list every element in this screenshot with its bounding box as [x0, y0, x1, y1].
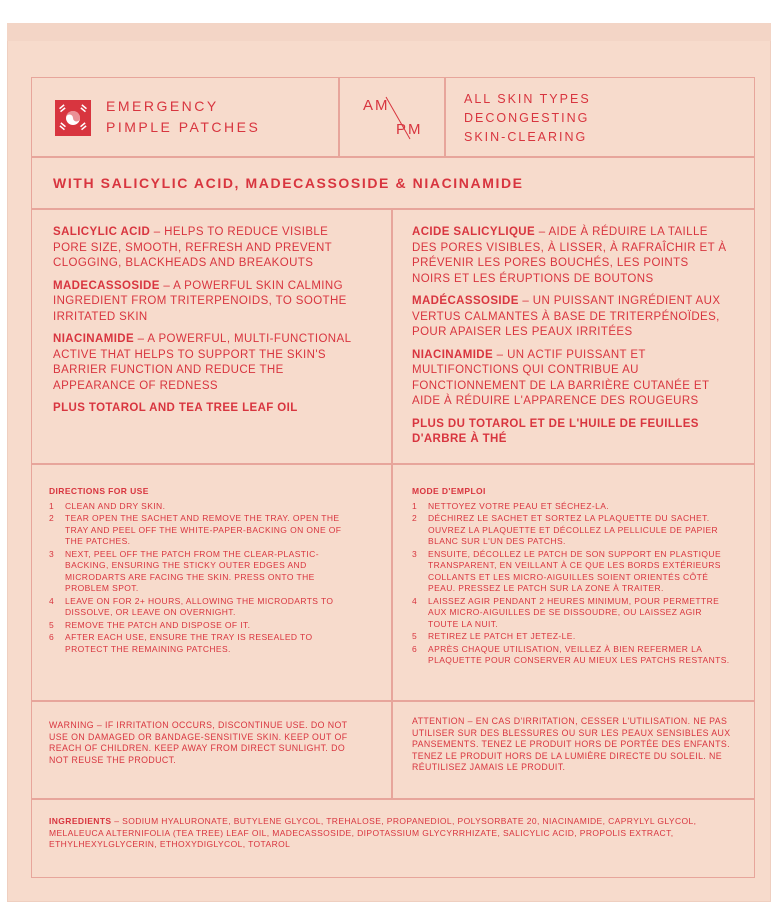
am-pm-slash [384, 95, 414, 143]
direction-step: 2 TEAR OPEN THE SACHET AND REMOVE THE TRAY. OPEN THE TRAY AND PEEL OFF THE WHITE-PAPER-BACKING ON ONE OF THE PATCHES. [49, 513, 342, 546]
divider-center-vertical [391, 208, 393, 798]
warning-en: WARNING – IF IRRITATION OCCURS, DISCONTINUE USE. DO NOT USE ON DAMAGED OR BANDAGE-SENSITIVE SKIN. KEEP OUT OF REACH OF CHILDREN. KEEP AWAY FROM DIRECT SUNLIGHT. DO NOT REUSE THE PRODUCT. [49, 720, 348, 765]
directions-fr [412, 486, 734, 667]
attribute-item: ALL SKIN TYPES [464, 92, 591, 106]
time-am: AM [363, 97, 390, 114]
direction-step: 5 REMOVE THE PATCH AND DISPOSE OF IT. [49, 619, 251, 630]
divider-header-bottom [31, 156, 755, 158]
ingredient-name: NIACINAMIDE [53, 333, 135, 345]
plus-ingredients-en: PLUS TOTAROL AND TEA TREE LEAF OIL [53, 402, 298, 414]
ingredients-label: INGREDIENTS [49, 816, 112, 826]
direction-step: 1 NETTOYEZ VOTRE PEAU ET SÉCHEZ-LA. [412, 500, 610, 511]
product-name [106, 96, 260, 138]
ingredients-list [49, 816, 739, 851]
ingredient-name: SALICYLIC ACID [53, 226, 151, 238]
direction-step: 2 DÉCHIREZ LE SACHET ET SORTEZ LA PLAQUETTE DU SACHET. OUVREZ LA PLAQUETTE ET DÉCOLLEZ LA PELLICULE DE PAPIER BLANC SUR L'UN DES PATCHS. [412, 513, 719, 546]
ingredient-name: MADÉCASSOSIDE [412, 295, 519, 307]
skin-attributes [464, 90, 591, 147]
directions-en [49, 486, 349, 655]
direction-step: 5 RETIREZ LE PATCH ET JETEZ-LE. [412, 631, 576, 641]
directions-title: DIRECTIONS FOR USE [49, 486, 149, 496]
benefits-fr [412, 225, 730, 448]
benefits-en [53, 225, 353, 417]
time-pm: PM [396, 121, 423, 138]
ingredient-name: ACIDE SALICYLIQUE [412, 226, 536, 238]
ingredient-desc: – A POWERFUL SKIN CALMING INGREDIENT FROM TRITERPENOIDS, TO SOOTHE IRRITATED SKIN [53, 279, 347, 323]
direction-step: 3 NEXT, PEEL OFF THE PATCH FROM THE CLEAR-PLASTIC-BACKING, ENSURING THE STICKY OUTER EDGES AND MICRODARTS ARE FACING THE SKIN. PRESS ONTO THE PROBLEM SPOT. [49, 548, 319, 593]
attribute-item: DECONGESTING [464, 111, 590, 125]
ingredient-name: MADECASSOSIDE [53, 279, 160, 292]
ingredient-desc: – A POWERFUL, MULTI-FUNCTIONAL ACTIVE THAT HELPS TO SUPPORT THE SKIN'S BARRIER FUNCTION AND REDUCE THE APPEARANCE OF REDNESS [53, 333, 351, 392]
product-name-line2: PIMPLE PATCHES [106, 119, 261, 135]
ingredient-desc: – UN PUISSANT INGRÉDIENT AUX VERTUS CALMANTES À BASE DE TRITERPÉNOÏDES, POUR APAISER LES PEAUX IRRITÉES [412, 295, 721, 338]
warning-fr: ATTENTION – EN CAS D'IRRITATION, CESSER L'UTILISATION. NE PAS UTILISER SUR DES BLESSURES OU SUR LES PEAUX SENSIBLES AUX PANSEMENTS. TENEZ LE PRODUIT HORS DE PORTÉE DES ENFANTS. TENEZ LE PRODUIT HORS DE LA LUMIÈRE DIRECTE DU SOLEIL. NE RÉUTILISEZ JAMAIS LE PRODUIT. [412, 716, 731, 772]
ingredient-desc: – UN ACTIF PUISSANT ET MULTIFONCTIONS QUI CONTRIBUE AU FONCTIONNEMENT DE LA BARRIÈRE CUTANÉE ET AIDE À RÉDUIRE L'APPARENCE DES ROUGEURS [412, 348, 710, 407]
direction-step: 4 LAISSEZ AGIR PENDANT 2 HEURES MINIMUM, POUR PERMETTRE AUX MICRO-AIGUILLES DE SE DISSOUDRE, OU LAISSEZ AGIR TOUTE LA NUIT. [412, 595, 720, 629]
taeguk-flag-icon [55, 100, 91, 136]
divider-benefits-bottom [31, 463, 755, 465]
direction-step: 6 APRÈS CHAQUE UTILISATION, VEILLEZ À BIEN REFERMER LA PLAQUETTE POUR CONSERVER AU MIEUX LES PATCHS RESTANTS. [412, 643, 730, 665]
direction-step: 1 CLEAN AND DRY SKIN. [49, 500, 166, 511]
divider-header-v2 [444, 77, 446, 157]
box-top-flap [7, 23, 771, 41]
ingredient-desc: – HELPS TO REDUCE VISIBLE PORE SIZE, SMOOTH, REFRESH AND PREVENT CLOGGING, BLACKHEADS AND BREAKOUTS [53, 226, 332, 269]
ingredient-name: NIACINAMIDE [412, 348, 494, 361]
divider-directions-bottom [31, 700, 755, 702]
ingredient-desc: – AIDE À RÉDUIRE LA TAILLE DES PORES VISIBLES, À LISSER, À RAFRAÎCHIR ET À PRÉVENIR LES PORES BOUCHÉS, LES POINTS NOIRS ET LES ÉRUPTIONS DE BOUTONS [412, 226, 727, 285]
plus-ingredients-fr: PLUS DU TOTAROL ET DE L'HUILE DE FEUILLES D'ARBRE À THÉ [412, 417, 699, 445]
headline: WITH SALICYLIC ACID, MADECASSOSIDE & NIACINAMIDE [53, 175, 524, 191]
divider-headline-bottom [31, 208, 755, 210]
ingredients-text: – SODIUM HYALURONATE, BUTYLENE GLYCOL, TREHALOSE, PROPANEDIOL, POLYSORBATE 20, NIACINAMIDE, CAPRYLYL GLYCOL, MELALEUCA ALTERNIFOLIA (TEA TREE) LEAF OIL, MADECASSOSIDE, DIPOTASSIUM GLYCYRRHIZATE, SALICYLIC ACID, PROPOLIS EXTRACT, ETHYLHEXYLGLYCERIN, ETHOXYDIGLYCOL, TOTAROL [49, 816, 697, 849]
attribute-item: SKIN-CLEARING [464, 130, 588, 144]
directions-title: MODE D'EMPLOI [412, 486, 486, 496]
divider-warning-bottom [31, 798, 755, 800]
direction-step: 6 AFTER EACH USE, ENSURE THE TRAY IS RESEALED TO PROTECT THE REMAINING PATCHES. [49, 632, 313, 654]
product-name-line1: EMERGENCY [106, 98, 219, 114]
direction-step: 3 ENSUITE, DÉCOLLEZ LE PATCH DE SON SUPPORT EN PLASTIQUE TRANSPARENT, EN VEILLANT À CE QUE LES BORDS EXTÉRIEURS COLLANTS ET LES MICRO-AIGUILLES SOIENT ORIENTÉS CÔTÉ PEAU. PRESSEZ LE PATCH SUR LA ZONE À TRAITER. [412, 548, 722, 593]
divider-header-v1 [338, 77, 340, 157]
direction-step: 4 LEAVE ON FOR 2+ HOURS, ALLOWING THE MICRODARTS TO DISSOLVE, OR LEAVE ON OVERNIGHT. [49, 595, 334, 617]
